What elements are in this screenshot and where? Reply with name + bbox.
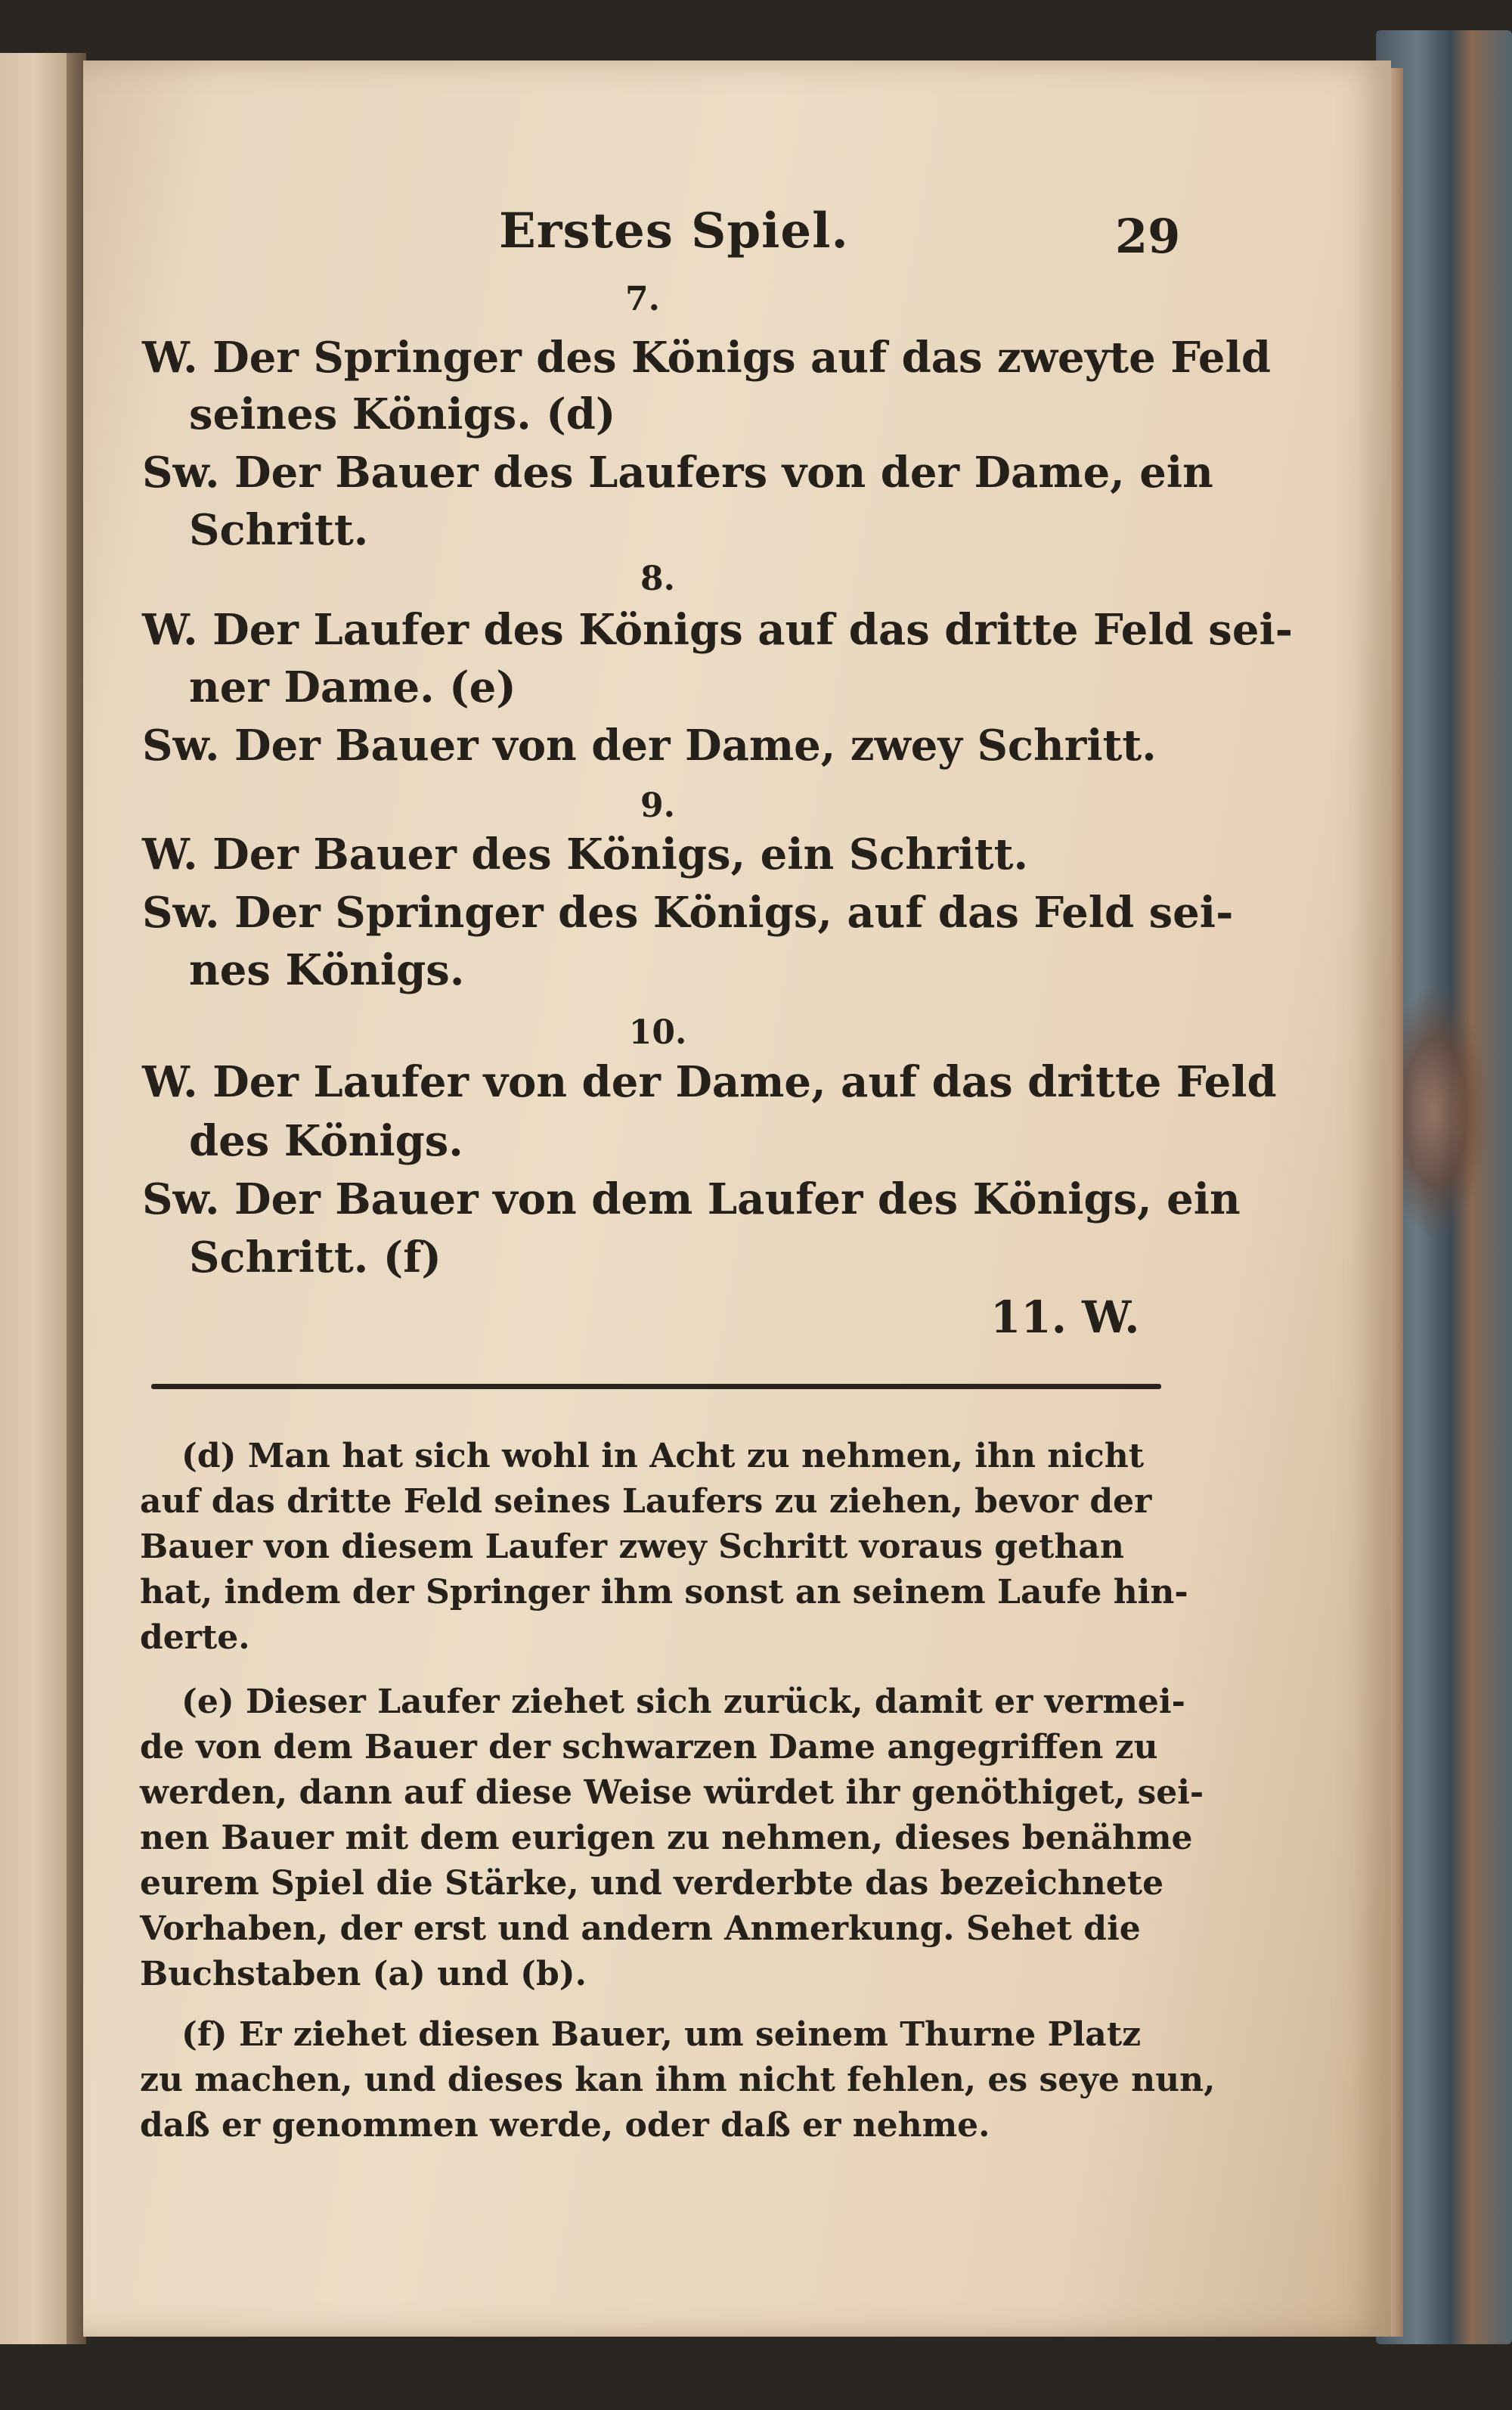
- footnote-line: nen Bauer mit dem eurigen zu nehmen, dieses benähme: [140, 1819, 1193, 1857]
- footnote-line: eurem Spiel die Stärke, und verderbte das bezeichnete: [140, 1864, 1164, 1903]
- footnote-line: Bauer von diesem Laufer zwey Schritt voraus gethan: [140, 1528, 1124, 1566]
- footnote-line: daß er genommen werde, oder daß er nehme.: [140, 2106, 990, 2145]
- footnote-line: auf das dritte Feld seines Laufers zu ziehen, bevor der: [140, 1482, 1152, 1521]
- footnote-line: hat, indem der Springer ihm sonst an seinem Laufe hin-: [140, 1573, 1188, 1611]
- move-line: W. Der Laufer des Königs auf das dritte Feld sei-: [142, 605, 1293, 655]
- move-line: seines Königs. (d): [189, 389, 616, 439]
- move-line: Schritt.: [189, 505, 369, 555]
- footnote-line: (e) Dieser Laufer ziehet sich zurück, damit er vermei-: [181, 1683, 1185, 1721]
- move-line: des Königs.: [189, 1116, 463, 1166]
- move-line: Sw. Der Bauer von der Dame, zwey Schritt.: [142, 721, 1157, 771]
- catchword: 11. W.: [990, 1292, 1140, 1343]
- running-title: Erstes Spiel.: [499, 203, 849, 259]
- page-number: 29: [1115, 209, 1181, 264]
- footnote-line: (f) Er ziehet diesen Bauer, um seinem Thurne Platz: [181, 2015, 1142, 2054]
- footnote-line: Buchstaben (a) und (b).: [140, 1955, 587, 1993]
- move-line: nes Königs.: [189, 945, 465, 995]
- footnote-line: Vorhaben, der erst und andern Anmerkung. Sehet die: [140, 1909, 1141, 1948]
- move-line: Sw. Der Springer des Königs, auf das Feld sei-: [142, 888, 1234, 938]
- move-line: Schritt. (f): [189, 1233, 442, 1283]
- move-line: ner Dame. (e): [189, 662, 516, 712]
- move-line: Sw. Der Bauer von dem Laufer des Königs, ein: [142, 1174, 1241, 1224]
- move-line: W. Der Springer des Königs auf das zweyte Feld: [142, 333, 1271, 383]
- footnote-line: derte.: [140, 1618, 250, 1657]
- move-number: 10.: [628, 1013, 687, 1052]
- footnote-line: (d) Man hat sich wohl in Acht zu nehmen, ihn nicht: [181, 1437, 1145, 1475]
- footnote-line: werden, dann auf diese Weise würdet ihr genöthiget, sei-: [140, 1773, 1204, 1812]
- footnote-separator-rule: [151, 1384, 1161, 1389]
- move-line: W. Der Bauer des Königs, ein Schritt.: [142, 830, 1028, 879]
- footnote-line: de von dem Bauer der schwarzen Dame angegriffen zu: [140, 1728, 1158, 1766]
- move-number: 8.: [640, 560, 675, 598]
- move-line: W. Der Laufer von der Dame, auf das dritte Feld: [142, 1057, 1277, 1107]
- move-number: 7.: [625, 280, 660, 318]
- page-edge: [1390, 68, 1403, 2337]
- move-number: 9.: [640, 786, 675, 825]
- left-page-edge: [0, 53, 76, 2344]
- footnote-line: zu machen, und dieses kan ihm nicht fehlen, es seye nun,: [140, 2061, 1216, 2099]
- move-line: Sw. Der Bauer des Laufers von der Dame, ein: [142, 448, 1213, 498]
- marbled-cover-pattern: [1399, 983, 1489, 1240]
